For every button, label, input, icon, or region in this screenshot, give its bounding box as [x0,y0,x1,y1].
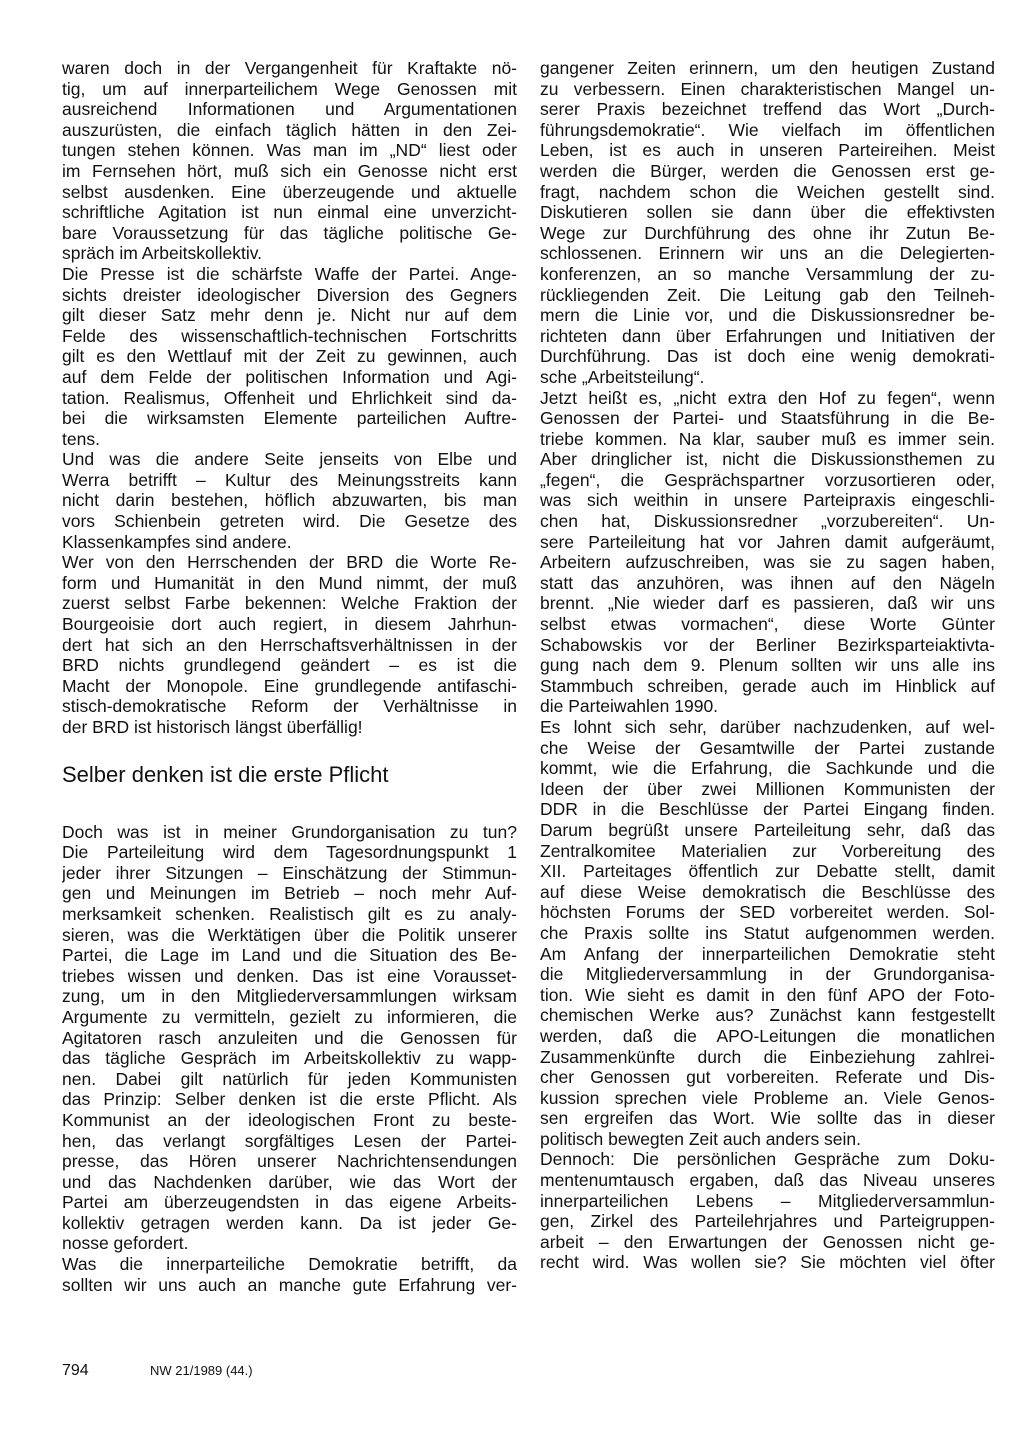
text-line: recht wird. Was wollen sie? Sie möchten viel öfter [540,1252,995,1273]
text-line: chen hat, Diskussionsredner „vorzubereiten“. Un- [540,511,995,532]
text-line: che Weise der Gesamtwille der Partei zustande [540,737,995,758]
text-line: auszurüsten, die einfach täglich hätten in den Zei- [62,119,517,140]
text-line: chemischen Werke aus? Zunächst kann festgestellt [540,1005,995,1026]
text-line: triebe kommen. Na klar, sauber muß es immer sein. [540,428,995,449]
text-line: rückliegenden Zeit. Die Leitung gab den Teilneh- [540,284,995,305]
text-line: der BRD ist historisch längst überfällig! [62,717,363,737]
text-line: Leben, ist es auch in unseren Parteireihen. Meist [540,140,995,161]
text-line: statt das anzuhören, was ihnen auf den Nägeln [540,572,995,593]
text-line: das Prinzip: Selber denken ist die erste Pflicht. Als [62,1089,517,1110]
text-line: arbeit – den Erwartungen der Genossen nicht ge- [540,1231,995,1252]
text-line: richteten dann über Erfahrungen und Initiativen der [540,325,995,346]
text-line: Aber dringlicher ist, nicht die Diskussionsthemen zu [540,449,995,470]
text-line: mern die Linie vor, und die Diskussionsredner be- [540,305,995,326]
issue-reference: NW 21/1989 (44.) [150,1363,253,1378]
text-line: innerparteilichen Lebens – Mitgliederversammlun- [540,1190,995,1211]
text-line: zuerst selbst Farbe bekennen: Welche Fraktion der [62,593,517,614]
text-line: Diskutieren sollen sie dann über die effektivsten [540,202,995,223]
text-line: zung, um in den Mitgliederversammlungen wirksam [62,986,517,1007]
text-line: Und was die andere Seite jenseits von Elbe und [62,449,517,470]
text-line: kollektiv getragen werden kann. Da ist jeder Ge- [62,1212,517,1233]
text-line: che Praxis sollte ins Statut aufgenommen werden. [540,922,995,943]
text-line: serer Praxis bezeichnet treffend das Wort „Durch- [540,99,995,120]
text-line: Werra betrifft – Kultur des Meinungsstreits kann [62,469,517,490]
text-line: Felde des wissenschaftlich-technischen Fortschritts [62,325,517,346]
left-column-text-top [62,58,517,738]
text-line: DDR in die Beschlüsse der Partei Eingang finden. [540,799,995,820]
text-line: Darum begrüßt unsere Parteileitung sehr, daß das [540,819,995,840]
text-line: bare Voraussetzung für das tägliche politische Ge- [62,222,517,243]
text-line: Es lohnt sich sehr, darüber nachzudenken, auf wel- [540,717,995,737]
text-line: schriftliche Agitation ist nun einmal eine unverzicht- [62,202,517,223]
text-line: Partei, die Lage im Land und die Situation des Be- [62,945,517,966]
text-line: Die Presse ist die schärfste Waffe der Partei. Ange- [62,263,517,284]
left-column [62,58,517,1295]
text-line: was sich weithin in unsere Parteipraxis eingeschli- [540,490,995,511]
text-line: sollten wir uns auch an manche gute Erfahrung ver- [62,1274,517,1295]
text-line: gilt es den Wettlauf mit der Zeit zu gewinnen, auch [62,346,517,367]
text-line: Macht der Monopole. Eine grundlegende antifaschi- [62,675,517,696]
text-line: schlossenen. Erinnern wir uns an die Delegierten- [540,243,995,264]
text-line: und das Nachdenken darüber, wie das Wort der [62,1171,517,1192]
text-line: Ideen der über zwei Millionen Kommunisten der [540,778,995,799]
text-line: sieren, was die Werktätigen über die Politik unserer [62,924,517,945]
text-line: führungsdemokratie“. Wie vielfach im öffentlichen [540,119,995,140]
text-line: nicht darin bestehen, höflich abzuwarten, bis man [62,490,517,511]
text-line: Genossen der Partei- und Staatsführung in die Be- [540,408,995,429]
text-line: presse, das Hören unserer Nachrichtensendungen [62,1151,517,1172]
text-line: dert hat sich an den Herrschaftsverhältnissen in der [62,634,517,655]
text-line: Kommunist an der ideologischen Front zu beste- [62,1109,517,1130]
text-line: form und Humanität in den Mund nimmt, der muß [62,572,517,593]
text-line: merksamkeit schenken. Realistisch gilt es zu analy- [62,903,517,924]
text-line: sche „Arbeitsteilung“. [540,366,705,387]
text-line: zu verbessern. Einen charakteristischen Mangel un- [540,78,995,99]
left-column-text-bottom [62,822,517,1296]
text-line: tungen stehen können. Was man im „ND“ liest oder [62,140,517,161]
text-line: stisch-demokratische Reform der Verhältnisse in [62,696,517,717]
text-line: Zusammenkünfte durch die Einbeziehung zahlrei- [540,1046,995,1067]
right-column [540,58,995,1273]
text-line: Arbeitern aufzuschreiben, was sie zu sagen haben, [540,552,995,573]
text-line: Bourgeoisie dort auch regiert, in diesem Jahrhun- [62,614,517,635]
text-line: selbst etwas vormachen“, diese Worte Günter [540,614,995,635]
text-line: nosse gefordert. [62,1233,189,1254]
text-line: waren doch in der Vergangenheit für Kraftakte nö- [62,58,517,78]
text-line: Partei am überzeugendsten in das eigene Arbeits- [62,1192,517,1213]
text-line: im Fernsehen hört, muß sich ein Genosse nicht erst [62,160,517,181]
text-line: die Mitgliederversammlung in der Grundorganisa- [540,964,995,985]
text-line: Stammbuch schreiben, gerade auch im Hinblick auf [540,675,995,696]
text-line: Durchführung. Das ist doch eine wenig demokrati- [540,346,995,367]
text-line: Schabowskis vor der Berliner Bezirksparteiaktivta- [540,634,995,655]
text-line: Agitatoren rasch anzuleiten und die Genossen für [62,1027,517,1048]
text-line: auf dem Felde der politischen Information und Agi- [62,366,517,387]
text-line: sere Parteileitung hat vor Jahren damit aufgeräumt, [540,531,995,552]
text-line: Dennoch: Die persönlichen Gespräche zum Doku- [540,1149,995,1170]
text-line: hen, das verlangt sorgfältiges Lesen der Partei- [62,1130,517,1151]
text-line: selbst ausdenken. Eine überzeugende und aktuelle [62,181,517,202]
text-line: Zentralkomitee Materialien zur Vorbereitung des [540,840,995,861]
text-line: ausreichend Informationen und Argumentationen [62,99,517,120]
text-line: Doch was ist in meiner Grundorganisation zu tun? [62,821,517,842]
text-line: Argumente zu vermitteln, gezielt zu informieren, die [62,1006,517,1027]
text-line: sen ergreifen das Wort. Wie sollte das in dieser [540,1108,995,1129]
text-line: politisch bewegten Zeit auch anders sein. [540,1128,862,1149]
text-line: die Parteiwahlen 1990. [540,696,719,717]
text-line: auf diese Weise demokratisch die Beschlüsse des [540,881,995,902]
text-line: tation. Realismus, Offenheit und Ehrlichkeit sind da- [62,387,517,408]
text-line: gilt dieser Satz mehr denn je. Nicht nur auf dem [62,305,517,326]
text-line: jeder ihrer Sitzungen – Einschätzung der Stimmun- [62,862,517,883]
text-line: „fegen“, die Gesprächspartner vorzusortieren oder, [540,469,995,490]
text-line: gung nach dem 9. Plenum sollten wir uns alle ins [540,655,995,676]
text-line: triebes wissen und denken. Das ist eine Vorausset- [62,965,517,986]
text-line: werden, daß die APO-Leitungen die monatlichen [540,1025,995,1046]
page-number: 794 [62,1362,89,1379]
text-line: konferenzen, an so manche Versammlung der zu- [540,263,995,284]
text-line: gen, Zirkel des Parteilehrjahres und Parteigruppen- [540,1211,995,1232]
text-line: XII. Parteitages öffentlich zur Debatte stellt, damit [540,861,995,882]
text-line: mentenumtausch ergaben, daß das Niveau unseres [540,1170,995,1191]
section-heading: Selber denken ist die erste Pflicht [62,761,389,787]
page-footer [62,1362,253,1380]
text-line: cher Genossen gut vorbereiten. Referate und Dis- [540,1067,995,1088]
text-line: Die Parteileitung wird dem Tagesordnungspunkt 1 [62,842,517,863]
text-line: nen. Dabei gilt natürlich für jeden Kommunisten [62,1068,517,1089]
text-line: bei die wirksamsten Elemente parteilichen Auftre- [62,408,517,429]
text-line: sichts dreister ideologischer Diversion des Gegners [62,284,517,305]
text-line: spräch im Arbeitskollektiv. [62,243,263,264]
text-line: Was die innerparteiliche Demokratie betrifft, da [62,1254,517,1275]
text-line: gangener Zeiten erinnern, um den heutigen Zustand [540,58,995,78]
text-line: kommt, wie die Erfahrung, die Sachkunde und die [540,758,995,779]
text-line: BRD nichts grundlegend geändert – es ist die [62,655,517,676]
text-line: gen und Meinungen im Betrieb – noch mehr Auf- [62,883,517,904]
text-line: fragt, nachdem schon die Weichen gestellt sind. [540,181,995,202]
text-line: kussion sprechen viele Probleme an. Viele Genos- [540,1087,995,1108]
text-line: tig, um auf innerparteilichem Wege Genossen mit [62,78,517,99]
text-line: Am Anfang der innerparteilichen Demokratie steht [540,943,995,964]
text-line: Wer von den Herrschenden der BRD die Worte Re- [62,552,517,573]
text-line: vors Schienbein getreten wird. Die Gesetze des [62,511,517,532]
text-line: Klassenkampfes sind andere. [62,531,292,552]
text-line: Wege zur Durchführung des ohne ihr Zutun Be- [540,222,995,243]
text-line: höchsten Forums der SED vorbereitet werden. Sol- [540,902,995,923]
text-line: brennt. „Nie wieder darf es passieren, daß wir uns [540,593,995,614]
text-line: werden die Bürger, werden die Genossen erst ge- [540,160,995,181]
text-line: Jetzt heißt es, „nicht extra den Hof zu fegen“, wenn [540,387,995,408]
right-column-text [540,58,995,1273]
text-line: tens. [62,428,100,449]
text-line: tion. Wie sieht es damit in den fünf APO der Foto- [540,984,995,1005]
text-line: das tägliche Gespräch im Arbeitskollektiv zu wapp- [62,1048,517,1069]
